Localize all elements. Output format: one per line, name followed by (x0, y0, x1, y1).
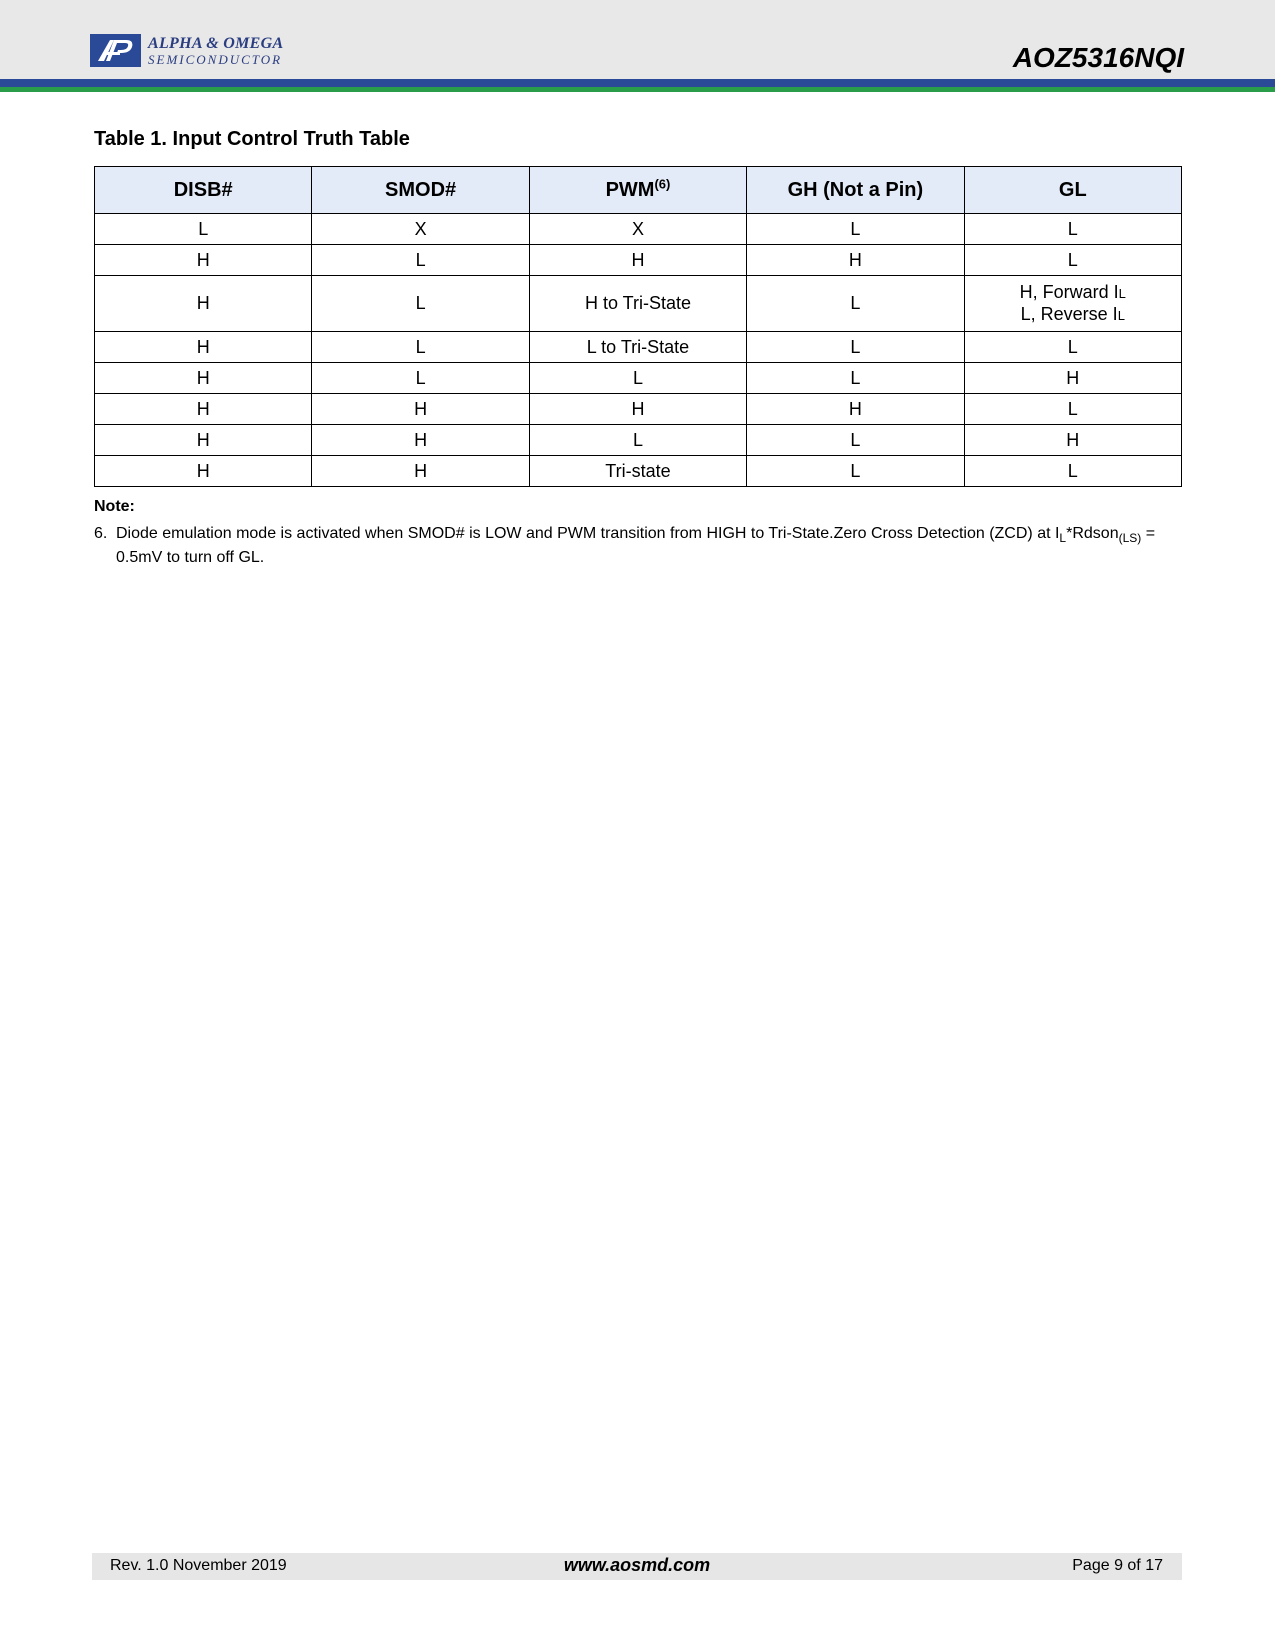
table-cell: H (312, 456, 529, 487)
table-cell: L to Tri-State (529, 332, 746, 363)
table-cell: L (312, 245, 529, 276)
table-cell: H (529, 245, 746, 276)
table-cell: L (964, 332, 1181, 363)
table-cell: H (95, 245, 312, 276)
table-cell: Tri-state (529, 456, 746, 487)
table-cell: L (964, 456, 1181, 487)
header-rule-green (0, 87, 1275, 92)
table-row (95, 425, 1182, 456)
table-cell: L (964, 394, 1181, 425)
footnote-text-part-b: *Rdson (1066, 525, 1119, 542)
footnote-sub-ls: (LS) (1118, 531, 1142, 546)
table-cell: L (95, 214, 312, 245)
table-row (95, 394, 1182, 425)
table-cell: H (95, 276, 312, 332)
table-cell: H (747, 394, 964, 425)
table-cell: H (529, 394, 746, 425)
gl-forward-sub: L (1118, 285, 1126, 301)
pwm-label: PWM (605, 178, 655, 201)
table-cell: H (95, 425, 312, 456)
table-row (95, 245, 1182, 276)
table-cell: X (529, 214, 746, 245)
website-link[interactable]: www.aosmd.com (563, 1555, 711, 1575)
aos-logo-icon (90, 34, 141, 67)
gl-forward-text: H, Forward I (1019, 281, 1119, 302)
gl-reverse-text: L, Reverse I (1020, 303, 1118, 324)
gl-reverse-sub: L (1117, 307, 1125, 323)
gl-forward-line (965, 282, 1181, 304)
table-cell: L (312, 332, 529, 363)
note-label: Note: (94, 498, 135, 515)
table-cell: H (95, 456, 312, 487)
footnote-text (116, 524, 1174, 568)
table-cell: L (529, 363, 746, 394)
company-logo (90, 34, 283, 67)
table-row (95, 363, 1182, 394)
column-header-disb: DISB# (95, 167, 312, 214)
footnote-number: 6. (94, 525, 108, 542)
table-cell: L (747, 276, 964, 332)
table-row (95, 214, 1182, 245)
footnote-ref: (6) (654, 175, 671, 191)
table-cell: L (747, 332, 964, 363)
table-cell: H (312, 425, 529, 456)
table-cell: H (964, 425, 1181, 456)
table-cell: H to Tri-State (529, 276, 746, 332)
column-header-gl: GL (964, 167, 1181, 214)
table-cell: H (95, 363, 312, 394)
truth-table (94, 166, 1182, 487)
column-header-pwm (529, 167, 746, 214)
footnote-text-part-a: Diode emulation mode is activated when SMOD# is LOW and PWM transition from HIGH to Tri-State.Zero Cross Detection (ZCD) at I (116, 525, 1060, 542)
table-cell: L (747, 425, 964, 456)
table-cell: L (312, 363, 529, 394)
table-cell: H (95, 394, 312, 425)
table-row (95, 456, 1182, 487)
part-number: AOZ5316NQI (1012, 42, 1184, 73)
page-footer (92, 1553, 1182, 1580)
table-cell: L (747, 214, 964, 245)
footnote-text-part-c: = 0.5mV to turn off GL. (116, 525, 1156, 567)
column-header-smod: SMOD# (312, 167, 529, 214)
page-number: Page 9 of 17 (1072, 1557, 1163, 1574)
table-cell-gl-diode-emulation (964, 276, 1181, 332)
table-row (95, 332, 1182, 363)
footnote-6 (94, 524, 1174, 568)
table-title: Table 1. Input Control Truth Table (94, 128, 410, 150)
revision-info: Rev. 1.0 November 2019 (110, 1557, 287, 1574)
table-cell: H (312, 394, 529, 425)
footnote-sub-l: L (1059, 531, 1067, 546)
table-row (95, 276, 1182, 332)
table-cell: H (95, 332, 312, 363)
table-cell: H (964, 363, 1181, 394)
table-cell: L (747, 363, 964, 394)
table-cell: L (529, 425, 746, 456)
table-cell: L (964, 214, 1181, 245)
logo-company-subtitle: SEMICONDUCTOR (148, 51, 283, 67)
table-cell: H (747, 245, 964, 276)
column-header-gh: GH (Not a Pin) (747, 167, 964, 214)
table-cell: L (964, 245, 1181, 276)
table-header-row (95, 167, 1182, 214)
table-cell: L (747, 456, 964, 487)
table-cell: L (312, 276, 529, 332)
logo-company-name: ALPHA & OMEGA (148, 34, 284, 52)
header-rule-blue (0, 79, 1275, 87)
gl-reverse-line (965, 304, 1181, 326)
table-cell: X (312, 214, 529, 245)
